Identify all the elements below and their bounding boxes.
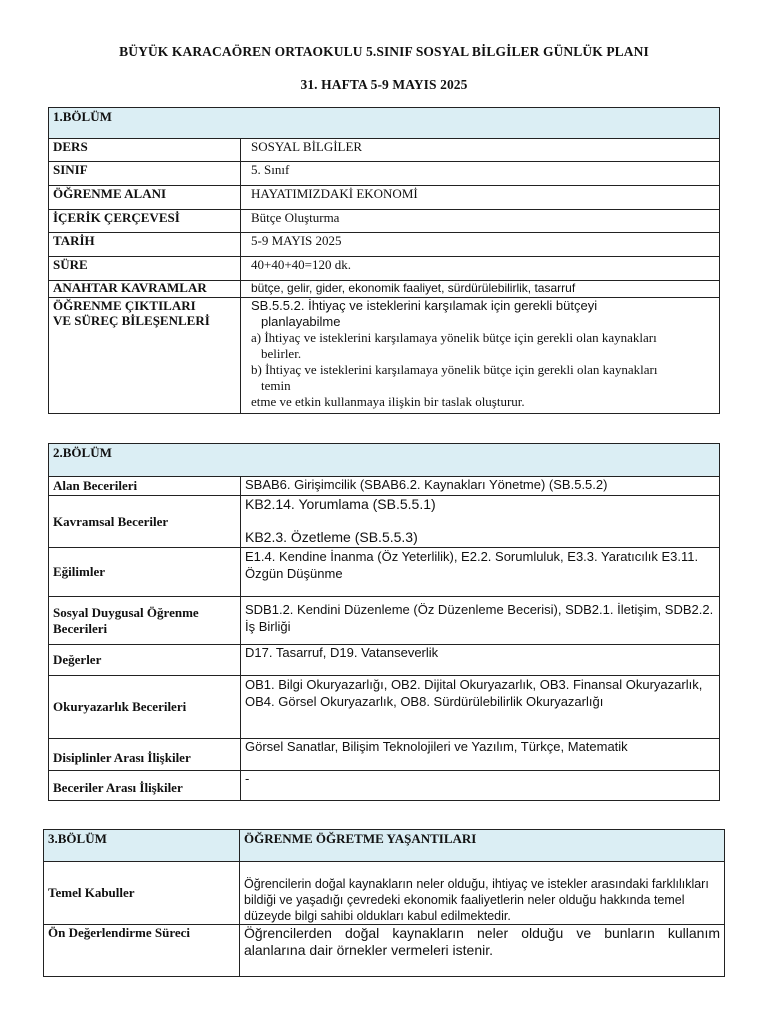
row-label: Kavramsal Beceriler — [49, 496, 241, 548]
table-row — [49, 281, 720, 298]
row-value: SOSYAL BİLGİLER — [241, 139, 720, 162]
row-label: Alan Becerileri — [49, 477, 241, 496]
table-row — [49, 233, 720, 257]
row-label: İÇERİK ÇERÇEVESİ — [49, 210, 241, 233]
row-value: KB2.14. Yorumlama (SB.5.5.1) KB2.3. Özetleme (SB.5.5.3) — [241, 496, 720, 548]
table-row — [49, 139, 720, 162]
table-row — [49, 676, 720, 739]
section3-heading-right: ÖĞRENME ÖĞRETME YAŞANTILARI — [240, 830, 725, 862]
section2-table — [48, 443, 720, 801]
row-label: ANAHTAR KAVRAMLAR — [49, 281, 241, 298]
week-subtitle: 31. HAFTA 5-9 MAYIS 2025 — [300, 77, 468, 92]
table-row — [49, 210, 720, 233]
row-label: Eğilimler — [49, 548, 241, 597]
row-value: SBAB6. Girişimcilik (SBAB6.2. Kaynakları Yönetme) (SB.5.5.2) — [241, 477, 720, 496]
row-label: Disiplinler Arası İlişkiler — [49, 739, 241, 771]
table-row — [49, 548, 720, 597]
row-label: Değerler — [49, 645, 241, 676]
row-label: Beceriler Arası İlişkiler — [49, 771, 241, 801]
section3-heading: 3.BÖLÜM — [44, 830, 240, 862]
table-row — [49, 298, 720, 414]
row-value: 40+40+40=120 dk. — [241, 257, 720, 281]
table-row — [49, 597, 720, 645]
row-label: Ön Değerlendirme Süreci — [44, 925, 240, 977]
row-value: Öğrencilerin doğal kaynakların neler olduğu, ihtiyaç ve istekler arasındaki farklılıkları bildiği ve yaşadığı çevredeki ekonomik faaliyetlerin neler olduğu hakkında temel düzeyde bilgi sahibi oldukları kabul edilmektedir. — [240, 862, 725, 925]
row-value: - — [241, 771, 720, 801]
row-value: Bütçe Oluşturma — [241, 210, 720, 233]
row-label: DERS — [49, 139, 241, 162]
row-label: SÜRE — [49, 257, 241, 281]
table-row — [49, 739, 720, 771]
row-label: Okuryazarlık Becerileri — [49, 676, 241, 739]
table-row — [49, 771, 720, 801]
table-row — [44, 862, 725, 925]
row-value: 5-9 MAYIS 2025 — [241, 233, 720, 257]
section2-heading: 2.BÖLÜM — [49, 444, 720, 477]
table-row — [44, 925, 725, 977]
row-value: 5. Sınıf — [241, 162, 720, 186]
table-row — [49, 257, 720, 281]
row-value: Öğrencilerden doğal kaynakların neler olduğu ve bunların kullanım alanlarına dair örnekler vermeleri istenir. — [240, 925, 725, 977]
row-value: Görsel Sanatlar, Bilişim Teknolojileri ve Yazılım, Türkçe, Matematik — [241, 739, 720, 771]
row-value: OB1. Bilgi Okuryazarlığı, OB2. Dijital Okuryazarlık, OB3. Finansal Okuryazarlık, OB4. Görsel Okuryazarlık, OB8. Sürdürülebilirlik Okuryazarlığı — [241, 676, 720, 739]
row-label: SINIF — [49, 162, 241, 186]
table-row — [49, 186, 720, 210]
table-row — [49, 162, 720, 186]
row-value: bütçe, gelir, gider, ekonomik faaliyet, sürdürülebilirlik, tasarruf — [241, 281, 720, 298]
row-label: Temel Kabuller — [44, 862, 240, 925]
section1-table — [48, 107, 720, 414]
row-value: E1.4. Kendine İnanma (Öz Yeterlilik), E2.2. Sorumluluk, E3.3. Yaratıcılık E3.11. Özgün Düşünme — [241, 548, 720, 597]
section1-heading: 1.BÖLÜM — [49, 108, 720, 139]
row-value: D17. Tasarruf, D19. Vatanseverlik — [241, 645, 720, 676]
outcomes-value: SB.5.5.2. İhtiyaç ve isteklerini karşılamak için gerekli bütçeyi planlayabilme a) İhtiyaç ve isteklerini karşılamaya yönelik bütçe için gerekli olan kaynakları belirler. b) İhtiyaç ve isteklerini karşılamaya yönelik bütçe için gerekli olan kaynakları temin etme ve etkin kullanmaya ilişkin bir taslak oluşturur. — [241, 298, 720, 414]
row-label: Sosyal Duygusal Öğrenme Becerileri — [49, 597, 241, 645]
table-row — [49, 496, 720, 548]
row-label: ÖĞRENME ALANI — [49, 186, 241, 210]
row-label: TARİH — [49, 233, 241, 257]
section3-table — [43, 829, 725, 977]
table-row — [49, 645, 720, 676]
row-value: HAYATIMIZDAKİ EKONOMİ — [241, 186, 720, 210]
row-value: SDB1.2. Kendini Düzenleme (Öz Düzenleme Becerisi), SDB2.1. İletişim, SDB2.2. İş Birliği — [241, 597, 720, 645]
document-title: BÜYÜK KARACAÖREN ORTAOKULU 5.SINIF SOSYAL BİLGİLER GÜNLÜK PLANI — [119, 44, 649, 59]
outcomes-label: ÖĞRENME ÇIKTILARI VE SÜREÇ BİLEŞENLERİ — [49, 298, 241, 414]
table-row — [49, 477, 720, 496]
